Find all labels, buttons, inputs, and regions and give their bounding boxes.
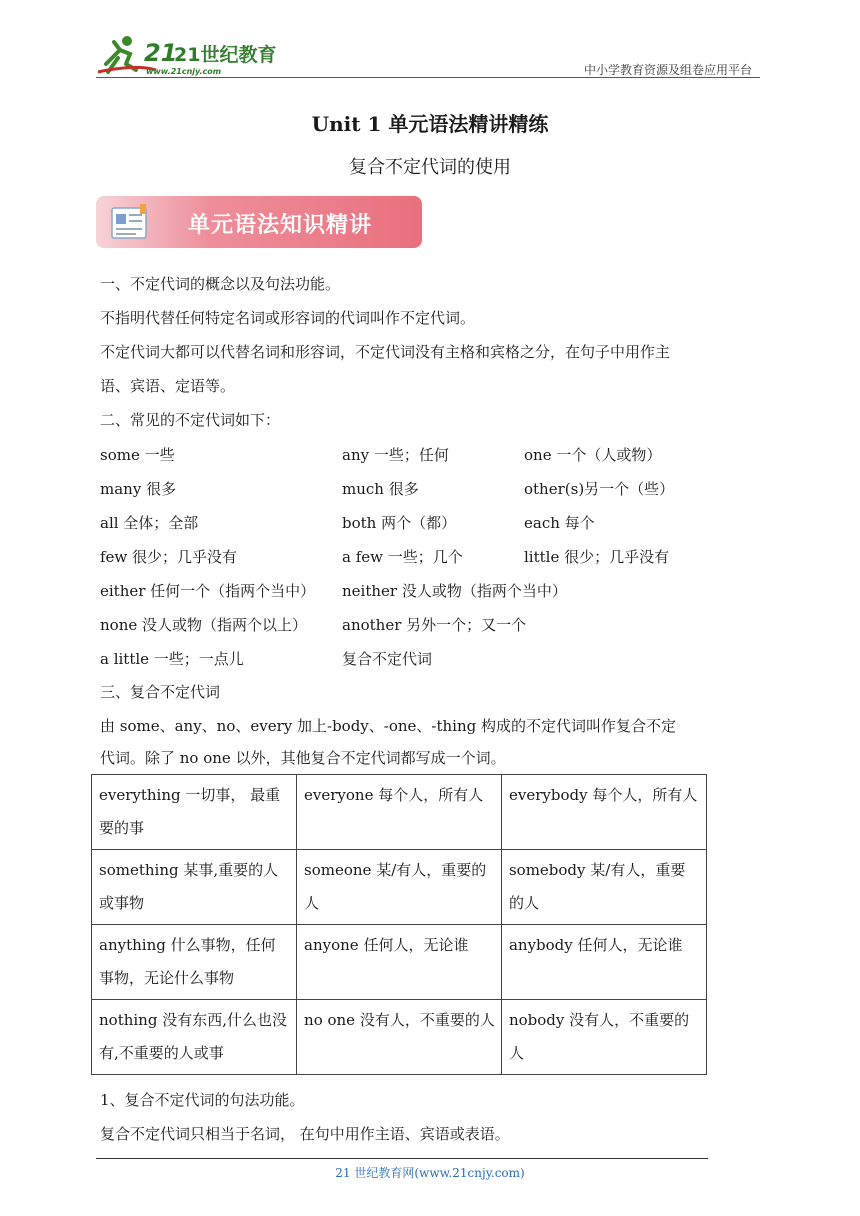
pronoun-much: much 很多	[342, 480, 419, 498]
svg-text:21: 21	[144, 39, 178, 67]
footer-link[interactable]: 21 世纪教育网(www.21cnjy.com)	[335, 1166, 525, 1180]
section3-heading: 三、复合不定代词	[100, 683, 221, 701]
table-row	[92, 775, 707, 850]
pronoun-neither: neither 没人或物（指两个当中）	[342, 582, 567, 600]
section1-line2: 不定代词大都可以代替名词和形容词，不定代词没有主格和宾格之分，在句子中用作主	[100, 343, 671, 361]
book-icon	[106, 202, 156, 242]
table-cell: somebody 某/有人，重要的人	[501, 850, 706, 925]
table-cell: everything 一切事， 最重要的事	[92, 775, 297, 850]
table-cell: nobody 没有人，不重要的人	[501, 1000, 706, 1075]
table-cell: nothing 没有东西,什么也没有,不重要的人或事	[92, 1000, 297, 1075]
pronoun-some: some 一些	[100, 446, 175, 464]
pronoun-others: other(s)另一个（些）	[524, 480, 675, 498]
page-header	[96, 34, 760, 80]
header-platform-text: 中小学教育资源及组卷应用平台	[583, 63, 752, 77]
page-title: Unit 1 单元语法精讲精练	[311, 112, 549, 136]
section-banner	[96, 196, 422, 248]
table-cell: anybody 任何人，无论谁	[501, 925, 706, 1000]
table-cell: no one 没有人，不重要的人	[297, 1000, 502, 1075]
pronoun-each: each 每个	[524, 514, 595, 532]
table-row	[92, 1000, 707, 1075]
pronoun-both: both 两个（都）	[342, 514, 457, 532]
table-cell: everybody 每个人，所有人	[501, 775, 706, 850]
logo-text: 21世纪教育	[174, 44, 277, 66]
section1-line1: 不指明代替任何特定名词或形容词的代词叫作不定代词。	[100, 309, 476, 327]
pronoun-one: one 一个（人或物）	[524, 446, 662, 464]
section3-line2: 代词。除了 no one 以外，其他复合不定代词都写成一个词。	[100, 749, 506, 767]
pronoun-all: all 全体；全部	[100, 514, 199, 532]
compound-pronoun-table	[91, 774, 707, 1075]
section4-line1: 复合不定代词只相当于名词， 在句中用作主语、宾语或表语。	[100, 1125, 510, 1143]
table-row	[92, 850, 707, 925]
logo-21cnjy	[96, 34, 277, 78]
table-cell: anyone 任何人，无论谁	[297, 925, 502, 1000]
table-cell: something 某事,重要的人或事物	[92, 850, 297, 925]
pronoun-little: little 很少；几乎没有	[524, 548, 670, 566]
pronoun-either: either 任何一个（指两个当中）	[100, 582, 316, 600]
section3-line1: 由 some、any、no、every 加上-body、-one、-thing 构成的不定代词叫作复合不定	[100, 717, 677, 735]
section4-heading: 1、复合不定代词的句法功能。	[100, 1091, 305, 1109]
pronoun-any: any 一些；任何	[342, 446, 449, 464]
pronoun-a-little: a little 一些；一点儿	[100, 650, 244, 668]
pronoun-few: few 很少；几乎没有	[100, 548, 238, 566]
table-row	[92, 925, 707, 1000]
pronoun-a-few: a few 一些；几个	[342, 548, 463, 566]
pronoun-none: none 没人或物（指两个以上）	[100, 616, 307, 634]
table-cell: anything 什么事物，任何事物，无论什么事物	[92, 925, 297, 1000]
page-subtitle: 复合不定代词的使用	[349, 157, 511, 178]
compound-pronoun-label: 复合不定代词	[342, 650, 433, 668]
banner-text: 单元语法知识精讲	[188, 213, 373, 238]
section2-heading: 二、常见的不定代词如下：	[100, 411, 281, 429]
pronoun-another: another 另外一个；又一个	[342, 616, 527, 634]
footer-divider	[96, 1158, 708, 1159]
pronoun-many: many 很多	[100, 480, 177, 498]
section1-heading: 一、不定代词的概念以及句法功能。	[100, 275, 341, 293]
table-cell: someone 某/有人，重要的人	[297, 850, 502, 925]
table-cell: everyone 每个人，所有人	[297, 775, 502, 850]
logo-url: www.21cnjy.com	[146, 67, 222, 76]
header-divider	[96, 77, 760, 78]
section1-line3: 语、宾语、定语等。	[100, 377, 236, 395]
